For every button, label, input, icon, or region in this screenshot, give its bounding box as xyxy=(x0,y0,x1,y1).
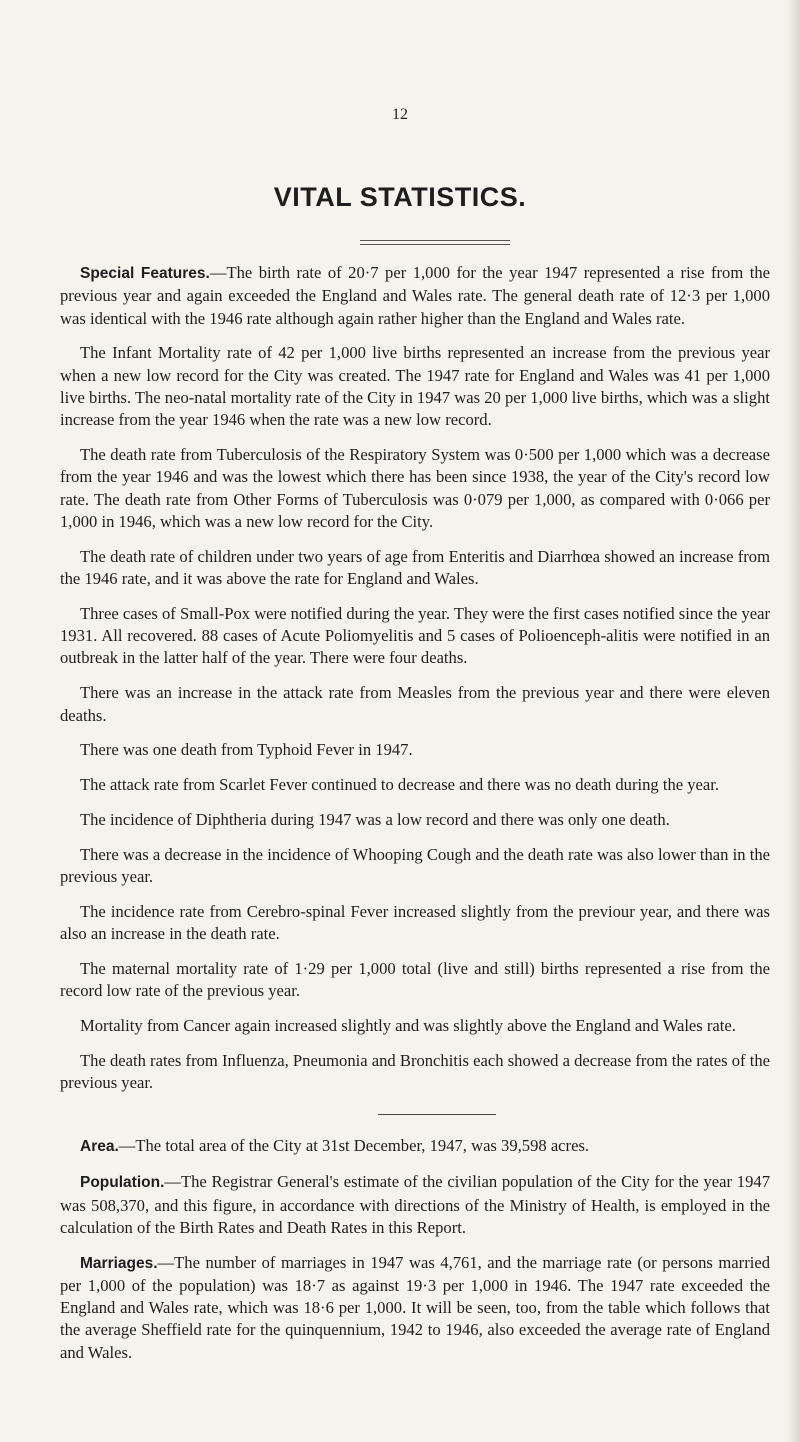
paragraph-text: The death rates from Influenza, Pneumonia and Bronchitis each showed a decrease from the rates of the previous year. xyxy=(60,1050,770,1093)
paragraph-text: The death rate from Tuberculosis of the Respiratory System was 0·500 per 1,000 which was a decrease from the year 1946 and was the lowest which there has been since 1938, the year of the City's record low rate. The death rate from Other Forms of Tuberculosis was 0·079 per 1,000, as compared with 0·066 per 1,000 in 1946, which was a new low record for the City. xyxy=(60,445,770,531)
paragraph-heading: Special Features. xyxy=(80,265,210,282)
paragraph-text: The death rate of children under two years of age from Enteritis and Diarrhœa showed an increase from the 1946 rate, and it was above the rate for England and Wales. xyxy=(60,546,770,589)
paragraph xyxy=(60,444,770,533)
paragraph-text: —The birth rate of 20·7 per 1,000 for the year 1947 represented a rise from the previous year and again exceeded the England and Wales rate. The general death rate of 12·3 per 1,000 was identical with the 1946 rate although again rather higher than the England and Wales rate. xyxy=(60,263,770,328)
paragraph xyxy=(60,1050,770,1095)
paragraph-text: Mortality from Cancer again increased slightly and was slightly above the England and Wales rate. xyxy=(80,1016,736,1036)
paragraph xyxy=(60,546,770,591)
paragraph xyxy=(60,1135,770,1158)
page-title: VITAL STATISTICS. xyxy=(273,182,527,212)
paragraph xyxy=(60,682,770,727)
paragraph-text: There was a decrease in the incidence of Whooping Cough and the death rate was also lower than in the previous year. xyxy=(60,844,770,887)
paragraph-text: The incidence of Diphtheria during 1947 was a low record and there was only one death. xyxy=(80,809,670,829)
paragraph-text: The incidence rate from Cerebro-spinal Fever increased slightly from the previour year, and there was also an increase in the death rate. xyxy=(60,901,770,944)
section-vital-features xyxy=(60,262,770,1094)
paragraph-text: There was one death from Typhoid Fever in 1947. xyxy=(80,740,413,760)
paragraph-text: The Infant Mortality rate of 42 per 1,000 live births represented an increase from the previous year when a new low record for the City was created. The 1947 rate for England and Wales was 41 per 1,000 live births. The neo-natal mortality rate of the City in 1947 was 20 per 1,000 live births, which was a slight increase from the year 1946 when the rate was a new low record. xyxy=(60,343,770,430)
paragraph xyxy=(60,958,770,1003)
paragraph xyxy=(60,1015,770,1037)
paragraph-text: —The Registrar General's estimate of the civilian population of the City for the year 1947 was 508,370, and this figure, in accordance with directions of the Ministry of Health, is employed in the calculation of the Birth Rates and Death Rates in this Report. xyxy=(60,1172,770,1237)
section-area-population-marriages xyxy=(60,1135,770,1364)
paragraph xyxy=(60,1171,770,1239)
paragraph xyxy=(60,342,770,431)
paragraph xyxy=(60,844,770,889)
document-body xyxy=(60,262,770,1377)
paragraph xyxy=(60,901,770,946)
page-edge-shadow xyxy=(786,0,800,1442)
paragraph xyxy=(60,739,770,761)
page-number: 12 xyxy=(392,106,408,123)
paragraph xyxy=(60,1252,770,1364)
paragraph-heading: Area. xyxy=(80,1138,119,1156)
paragraph xyxy=(60,262,770,330)
paragraph-text: There was an increase in the attack rate from Measles from the previous year and there were eleven deaths. xyxy=(60,683,770,725)
paragraph xyxy=(60,774,770,796)
paragraph xyxy=(60,603,770,670)
paragraph-heading: Population. xyxy=(80,1174,165,1192)
paragraph xyxy=(60,809,770,831)
section-divider xyxy=(378,1114,496,1115)
paragraph-text: The maternal mortality rate of 1·29 per 1,000 total (live and still) births represented a rise from the record low rate of the previous year. xyxy=(60,958,770,1001)
paragraph-text: The attack rate from Scarlet Fever continued to decrease and there was no death during the year. xyxy=(80,775,720,795)
title-divider xyxy=(360,240,510,245)
paragraph-heading: Marriages. xyxy=(80,1254,158,1272)
paragraph-text: Three cases of Small-Pox were notified during the year. They were the first cases notified since the year 1931. All recovered. 88 cases of Acute Poliomyelitis and 5 cases of Polioenceph-alitis were notified in an outbreak in the latter half of the year. There were four deaths. xyxy=(60,603,770,668)
paragraph-text: —The number of marriages in 1947 was 4,761, and the marriage rate (or persons married per 1,000 of the population) was 18·7 as against 19·3 per 1,000 in 1946. The 1947 rate exceeded the England and Wales rate, which was 18·6 per 1,000. It will be seen, too, from the table which follows that the average Sheffield rate for the quinquennium, 1942 to 1946, also exceeded the average rate of England and Wales. xyxy=(60,1252,770,1362)
paragraph-text: —The total area of the City at 31st December, 1947, was 39,598 acres. xyxy=(118,1136,590,1156)
